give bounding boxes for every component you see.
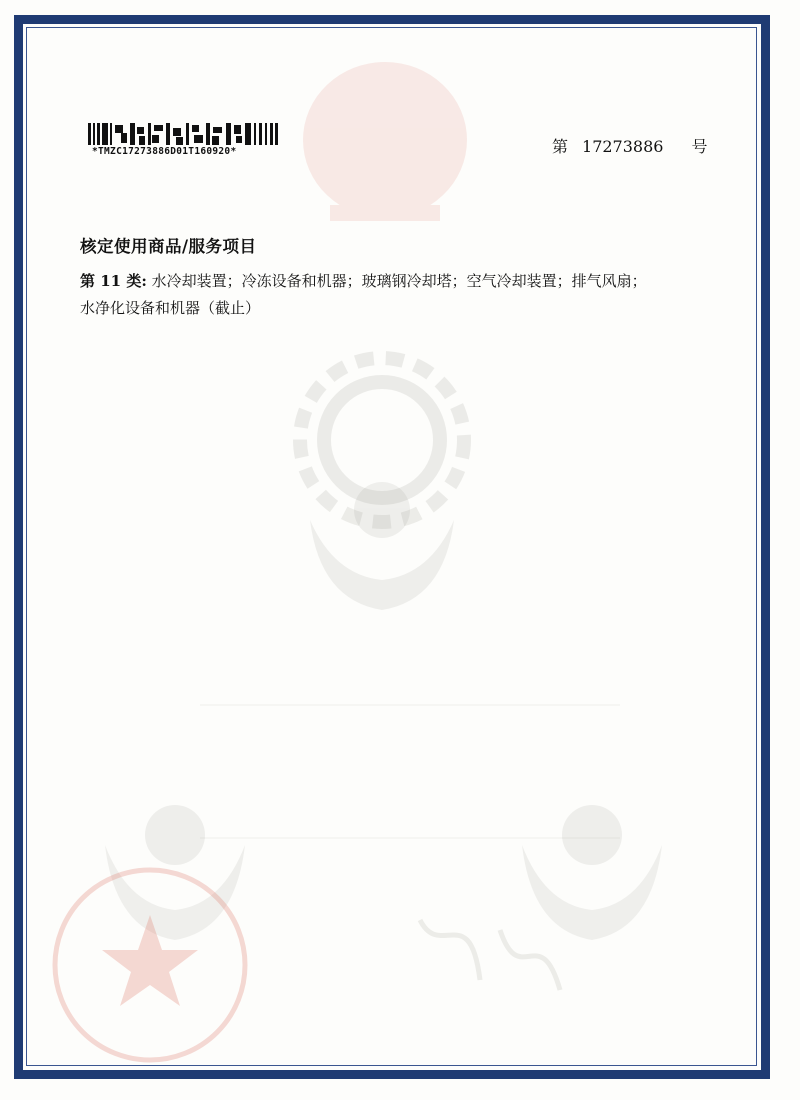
barcode-code-text: *TMZC17273886D01T160920* [92,146,237,157]
registration-prefix: 第 [552,137,569,156]
goods-services-title: 核定使用商品/服务项目 [80,237,257,256]
goods-items-line1: 水冷却装置；冷冻设备和机器；玻璃钢冷却塔；空气冷却装置；排气风扇； [151,272,647,290]
goods-line-2: 水净化设备和机器（截止） [80,299,261,317]
goods-list [80,268,720,322]
registration-number-value: 17273886 [582,137,664,156]
barcode-image [88,123,278,145]
inner-border-line [26,27,757,1066]
goods-class-label: 第 11 类: [80,272,147,290]
registration-suffix: 号 [691,137,708,156]
registration-number [552,134,707,157]
goods-line-1 [80,268,720,295]
